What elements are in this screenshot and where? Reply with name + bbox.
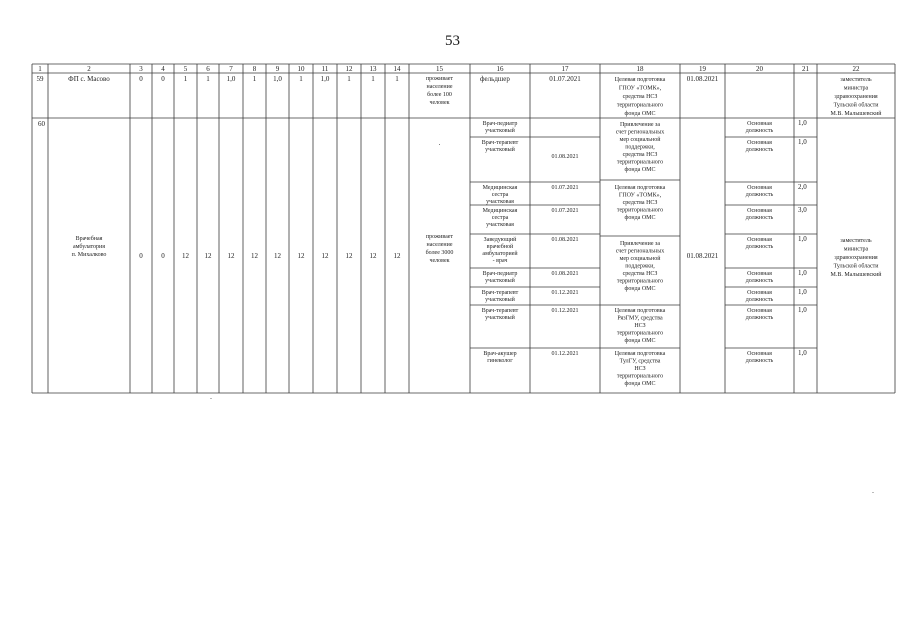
column-number: 21 xyxy=(802,65,809,73)
facility-name: амбулатория xyxy=(72,244,106,250)
position-name: участковая xyxy=(486,222,514,228)
date-cell: 01.08.2021 xyxy=(686,75,719,83)
facility-name: Врачебная xyxy=(75,236,103,242)
funding-source: Целевая подготовка xyxy=(614,77,666,83)
funding-source: Целевая подготовка xyxy=(614,351,666,357)
column-number: 15 xyxy=(436,65,443,73)
page-number: 53 xyxy=(445,33,460,49)
count-cell: 12 xyxy=(227,252,235,260)
date-cell: 01.07.2021 xyxy=(551,185,579,191)
duty-type: Основная xyxy=(747,308,772,314)
rate-cell: 1,0 xyxy=(798,138,807,146)
count-cell: 12 xyxy=(321,252,329,260)
responsible-person: заместитель xyxy=(840,77,872,83)
count-cell: 1 xyxy=(395,75,399,83)
scan-speck xyxy=(210,398,212,399)
duty-type: Основная xyxy=(747,208,772,214)
facility-name: ФП с. Масово xyxy=(68,75,110,83)
position-name: Врач-терапевт xyxy=(481,290,519,296)
funding-source: средства НСЗ xyxy=(622,271,658,277)
funding-source: счет региональных xyxy=(615,129,665,136)
funding-source: фонда ОМС xyxy=(624,167,656,173)
funding-source: территориального xyxy=(616,373,664,380)
population-note: более 100 xyxy=(427,92,452,98)
date-cell: 01.08.2021 xyxy=(686,252,719,260)
count-cell: 1,0 xyxy=(273,75,282,83)
column-number: 19 xyxy=(699,65,706,73)
count-cell: 12 xyxy=(393,252,401,260)
count-cell: 1 xyxy=(371,75,375,83)
funding-source: НСЗ xyxy=(634,323,646,329)
count-cell: 12 xyxy=(204,252,212,260)
column-number: 17 xyxy=(561,65,569,73)
population-note: более 3000 xyxy=(425,250,454,256)
population-note: население xyxy=(426,84,453,90)
population-note: проживает xyxy=(425,76,454,82)
column-number: 20 xyxy=(756,65,763,73)
column-number: 11 xyxy=(321,65,329,73)
duty-type: должность xyxy=(745,147,774,153)
funding-source: ГПОУ «ТОМК», xyxy=(618,85,662,92)
position-name: сестра xyxy=(491,192,509,198)
position-name: Врач-педиатр xyxy=(482,271,518,277)
funding-source: фонда ОМС xyxy=(624,381,656,387)
funding-source: ТулГУ, средства xyxy=(619,358,661,365)
position-name: Медицинская xyxy=(482,208,518,214)
funding-source: НСЗ xyxy=(634,366,646,372)
responsible-person: Тульской области xyxy=(833,263,879,270)
population-note: проживает xyxy=(425,234,454,240)
funding-source: Привлечение за xyxy=(619,122,661,128)
funding-source: средства НСЗ xyxy=(622,94,658,100)
date-cell: 01.08.2021 xyxy=(551,271,579,277)
responsible-person: министра xyxy=(843,246,869,253)
responsible-person: здравоохранения xyxy=(834,94,878,100)
column-number: 18 xyxy=(636,65,644,73)
count-cell: 12 xyxy=(182,252,189,260)
position-name: участковый xyxy=(485,315,515,321)
funding-source: Привлечение за xyxy=(619,241,661,247)
date-cell: 01.07.2021 xyxy=(549,75,581,83)
duty-type: должность xyxy=(745,128,774,134)
funding-source: фонда ОМС xyxy=(624,286,656,292)
position-name: участковый xyxy=(485,297,515,303)
row-number: 60 xyxy=(38,120,45,128)
duty-type: должность xyxy=(745,244,774,250)
count-cell: 0 xyxy=(161,75,165,83)
funding-source: территориального xyxy=(616,330,664,337)
population-note: население xyxy=(426,242,453,248)
count-cell: 1,0 xyxy=(320,75,330,83)
rate-cell: 1,0 xyxy=(798,119,807,127)
column-number: 7 xyxy=(229,65,233,73)
duty-type: должность xyxy=(745,192,774,198)
position-name: Врач-терапевт xyxy=(481,140,519,146)
position-name: врачебной xyxy=(486,244,514,250)
count-cell: 12 xyxy=(345,252,353,260)
duty-type: должность xyxy=(745,215,774,221)
column-number: 1 xyxy=(38,65,42,73)
population-note: человек xyxy=(429,100,450,106)
rate-cell: 2,0 xyxy=(798,183,807,191)
duty-type: Основная xyxy=(747,351,772,357)
funding-source: ГПОУ «ТОМК», xyxy=(618,192,662,199)
date-cell: 01.12.2021 xyxy=(551,290,579,296)
column-number: 16 xyxy=(496,65,504,73)
duty-type: Основная xyxy=(747,140,772,146)
count-cell: 1,0 xyxy=(226,75,236,83)
duty-type: должность xyxy=(745,297,774,303)
column-number: 2 xyxy=(87,65,91,73)
count-cell: 1 xyxy=(299,75,303,83)
position-name: - врач xyxy=(492,258,508,264)
column-number: 5 xyxy=(183,65,188,73)
duty-type: должность xyxy=(745,278,774,284)
responsible-person: здравоохранения xyxy=(834,255,878,261)
position-name: участковый xyxy=(485,128,515,134)
responsible-person: М.В. Малышевский xyxy=(830,111,882,117)
position-name: Врач-педиатр xyxy=(482,121,518,127)
rate-cell: 1,0 xyxy=(798,288,807,296)
position-name: участковый xyxy=(485,278,515,284)
position-name: сестра xyxy=(491,215,509,221)
row-number: 59 xyxy=(36,75,44,83)
column-number: 4 xyxy=(161,65,165,73)
position-name: Заведующий xyxy=(483,237,517,243)
funding-source: мер социальной xyxy=(619,137,661,143)
count-cell: 1 xyxy=(252,75,257,83)
funding-source: мер социальной xyxy=(619,256,661,262)
column-number: 3 xyxy=(139,65,143,73)
date-cell: 01.12.2021 xyxy=(551,308,579,314)
count-cell: 12 xyxy=(369,252,377,260)
count-cell: 12 xyxy=(274,252,281,260)
rate-cell: 1,0 xyxy=(798,306,807,314)
count-cell: 0 xyxy=(139,75,143,83)
position-name: фельдшер xyxy=(480,75,510,83)
responsible-person: заместитель xyxy=(840,238,872,244)
funding-source: Целевая подготовка xyxy=(614,308,666,314)
rate-cell: 3,0 xyxy=(798,206,807,214)
count-cell: 0 xyxy=(139,252,143,260)
funding-source: территориального xyxy=(616,102,664,109)
column-number: 6 xyxy=(206,65,210,73)
duty-type: Основная xyxy=(747,271,772,277)
date-cell: 01.12.2021 xyxy=(551,351,579,357)
position-name: участковая xyxy=(486,199,514,205)
date-cell: 01.08.2021 xyxy=(551,154,579,160)
position-name: амбулаторией xyxy=(482,251,518,257)
funding-source: средства НСЗ xyxy=(622,200,658,206)
duty-type: должность xyxy=(745,315,774,321)
scan-mark: · xyxy=(438,141,441,149)
duty-type: Основная xyxy=(747,290,772,296)
funding-source: территориального xyxy=(616,278,664,285)
funding-source: фонда ОМС xyxy=(624,215,656,221)
responsible-person: М.В. Малышевский xyxy=(830,272,882,278)
responsible-person: Тульской области xyxy=(833,102,879,109)
facility-name: п. Михалково xyxy=(71,252,107,258)
count-cell: 1 xyxy=(347,75,351,83)
rate-cell: 1,0 xyxy=(798,269,807,277)
funding-source: территориального xyxy=(616,207,664,214)
position-name: Медицинская xyxy=(482,185,518,191)
column-number: 13 xyxy=(369,65,377,73)
position-name: Врач-терапевт xyxy=(481,308,519,314)
count-cell: 12 xyxy=(297,252,305,260)
scan-speck xyxy=(872,492,874,493)
funding-source: фонда ОМС xyxy=(624,338,656,344)
column-number: 8 xyxy=(252,65,257,73)
funding-source: фонда ОМС xyxy=(624,111,656,117)
column-number: 9 xyxy=(275,65,280,73)
funding-source: средства НСЗ xyxy=(622,152,658,158)
date-cell: 01.08.2021 xyxy=(551,237,579,243)
funding-source: поддержки, xyxy=(625,144,655,151)
count-cell: 1 xyxy=(183,75,188,83)
funding-source: поддержки, xyxy=(625,263,655,270)
position-name: гинеколог xyxy=(487,358,513,364)
column-number: 12 xyxy=(345,65,353,73)
rate-cell: 1,0 xyxy=(798,349,807,357)
population-note: человек xyxy=(429,258,450,264)
position-name: Врач-акушер xyxy=(483,351,517,357)
duty-type: Основная xyxy=(747,185,772,191)
count-cell: 0 xyxy=(161,252,165,260)
funding-source: счет региональных xyxy=(615,248,665,255)
funding-source: территориального xyxy=(616,159,664,166)
duty-type: должность xyxy=(745,358,774,364)
count-cell: 1 xyxy=(206,75,210,83)
column-number: 22 xyxy=(852,65,860,73)
funding-source: РязГМУ, средства xyxy=(617,315,663,322)
column-number: 10 xyxy=(297,65,305,73)
position-name: участковый xyxy=(485,147,515,153)
rate-cell: 1,0 xyxy=(798,235,807,243)
responsible-person: министра xyxy=(843,85,869,92)
date-cell: 01.07.2021 xyxy=(551,208,579,214)
count-cell: 12 xyxy=(251,252,258,260)
funding-source: Целевая подготовка xyxy=(614,185,666,191)
duty-type: Основная xyxy=(747,237,772,243)
column-number: 14 xyxy=(393,65,401,73)
duty-type: Основная xyxy=(747,121,772,127)
